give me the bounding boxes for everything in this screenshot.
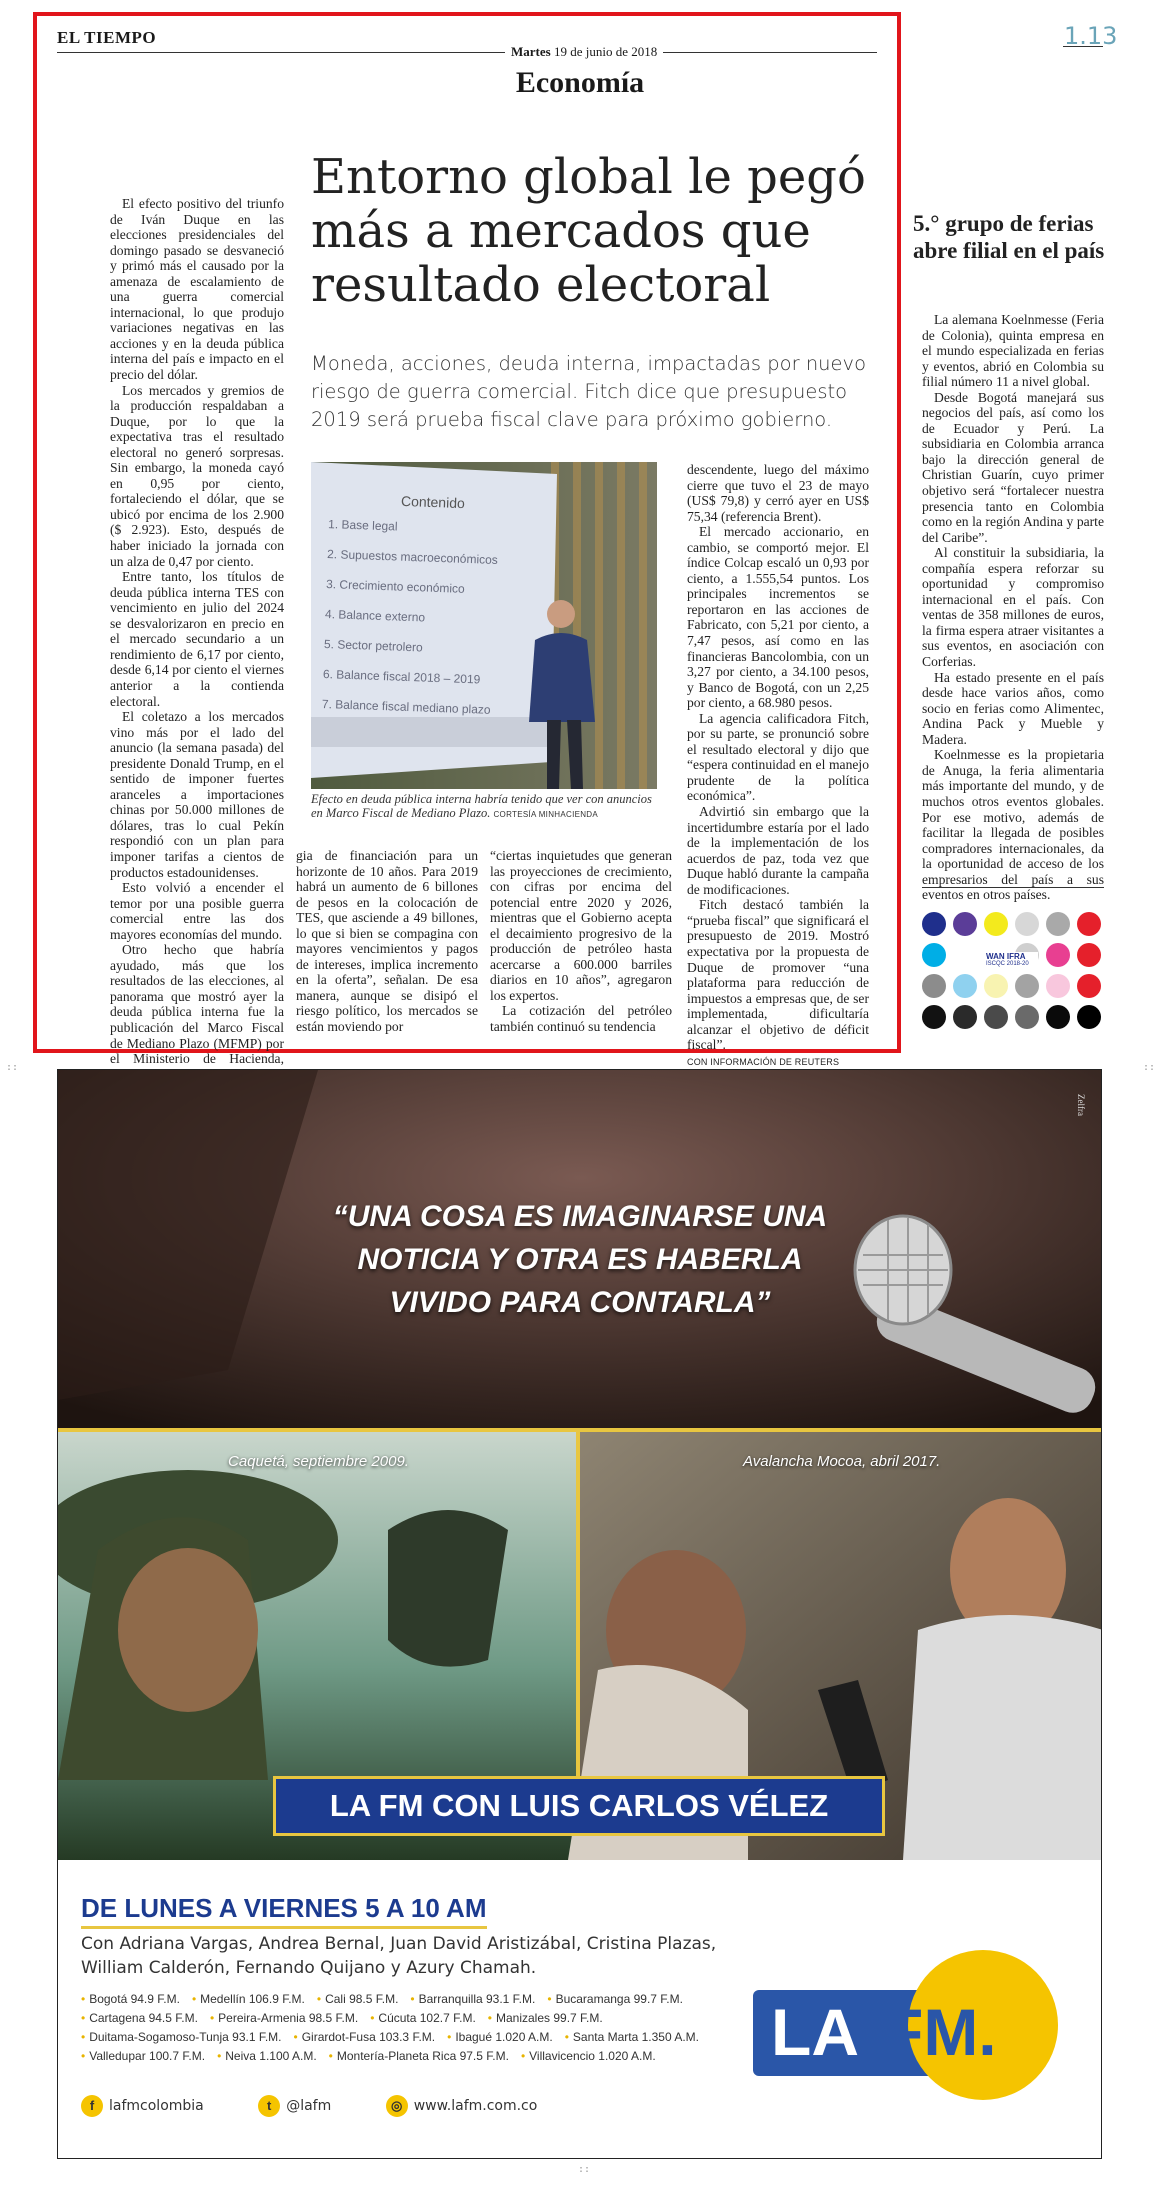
ad-quote: “UNA COSA ES IMAGINARSE UNA NOTICIA Y OTRA ES HABERLA VIVIDO PARA CONTARLA” <box>332 1200 828 1319</box>
sidebar-body <box>922 312 1104 903</box>
slide-item: 7. Balance fiscal mediano plazo <box>321 696 491 717</box>
article-headline: Entorno global le pegó más a mercados que resultado electoral <box>311 149 866 313</box>
article-column-1 <box>110 196 284 1129</box>
slide-item: 6. Balance fiscal 2018 – 2019 <box>322 666 481 687</box>
slide-item: 5. Sector petrolero <box>323 637 423 655</box>
article-deck: Moneda, acciones, deuda interna, impactadas por nuevo riesgo de guerra comercial. Fitch dice que presupuesto 2019 será prueba fiscal clave para próximo gobierno. <box>311 352 866 431</box>
color-swatch <box>953 912 977 936</box>
color-swatch <box>1046 912 1070 936</box>
twitter-icon: t <box>258 2095 280 2117</box>
website-link[interactable] <box>386 2095 538 2117</box>
frequency-row <box>81 1990 781 2009</box>
frequency-item: • Neiva 1.100 A.M. <box>217 2049 317 2063</box>
frequency-item: • Cartagena 94.5 F.M. <box>81 2011 198 2025</box>
dateline-day: Martes <box>511 44 551 59</box>
ad-frequencies <box>81 1990 781 2066</box>
frequency-row <box>81 2047 781 2066</box>
paragraph: Entre tanto, los títulos de deuda pública interna TES con vencimiento en julio del 2024 se desvalorizaron en precio en el mercado secundario a un rendimiento de 6,17 por ciento, desde 6,14 por ciento el viernes anterior a la contienda electoral. <box>110 569 284 709</box>
ad-schedule: DE LUNES A VIERNES 5 A 10 AM <box>81 1893 487 1929</box>
lafm-logo <box>753 1950 1078 2100</box>
frequency-item: • Bucaramanga 99.7 F.M. <box>547 1992 683 2006</box>
wan-ifra-logo <box>986 952 1038 967</box>
paragraph: Al constituir la subsidiaria, la compañía espera reforzar su oportunidad y compromiso internacional en el país. Con ventas de 358 millones de euros, la firma espera atraer visitantes a sus eventos, en asociación con Corferias. <box>922 545 1104 670</box>
paragraph: Los mercados y gremios de la producción respaldaban a Duque, por lo que la expectativa tras el resultado electoral no generó sorpresas. Sin embargo, la moneda cayó en 0,95 por ciento, fortaleciendo el dólar, que se ubicó por encima de los 2.900 ($ 2.923). Esto, después de haber iniciado la jornada con un alza de 0,47 por ciento. <box>110 382 284 569</box>
frequency-item: • Santa Marta 1.350 A.M. <box>565 2030 699 2044</box>
frequency-item: • Duitama-Sogamoso-Tunja 93.1 F.M. <box>81 2030 282 2044</box>
color-control-bar <box>922 912 1104 1028</box>
article-column-3 <box>490 848 672 1035</box>
color-swatch <box>984 1005 1008 1029</box>
paragraph: Fitch destacó también la “prueba fiscal” que significará el presupuesto de 2019. Mostró expectativa por la propuesta de Duque de promover “una plataforma para reducción de impuestos a empresas que, de ser implementada, dificultaría alcanzar el objetivo de déficit fiscal”. <box>687 897 869 1053</box>
paragraph: La alemana Koelnmesse (Feria de Colonia), quinta empresa en el mundo especializada en ferias y eventos, abrió en Colombia su filial número 11 a nivel global. <box>922 312 1104 390</box>
paragraph: Koelnmesse es la propietaria de Anuga, la feria alimentaria más importante del mundo, y de muchos otros eventos globales. Por ese motivo, además de facilitar la llegada de posibles compradores internacionales, da la oportunidad de acceso de los empresarios del país a sus eventos en otros países. <box>922 747 1104 903</box>
frequency-item: • Bogotá 94.9 F.M. <box>81 1992 180 2006</box>
color-swatch <box>1046 943 1070 967</box>
paragraph: El coletazo a los mercados vino más por el lado del anuncio (la semana pasada) del presidente Donald Trump, en el sentido de imponer fuertes aranceles a importaciones chinas por 50.000 millones de dólares, tras lo cual Pekín respondió con un plan para imponer tarifas a cientos de productos estadounidenses. <box>110 709 284 880</box>
paragraph: El mercado accionario, en cambio, se comportó mejor. El índice Colcap escaló un 0,93 por ciento, a 1.555,54 puntos. Los principales incrementos se reportaron en las acciones de Fabricato, con 5,21 por ciento, a 7,47 pesos, así como en las financieras Bancolombia, con un 3,27 por ciento, a 34.100 pesos, y Banco de Bogotá, con un 2,25 por ciento, a 68.980 pesos. <box>687 524 869 711</box>
color-swatch <box>1015 1005 1039 1029</box>
frequency-item: • Manizales 99.7 F.M. <box>488 2011 603 2025</box>
frequency-item: • Girardot-Fusa 103.3 F.M. <box>294 2030 436 2044</box>
color-swatch <box>1046 974 1070 998</box>
slide-item: 4. Balance externo <box>324 607 426 625</box>
page-number-rule <box>1063 46 1103 47</box>
color-swatch <box>1077 943 1101 967</box>
color-swatch <box>922 912 946 936</box>
frequency-item: • Pereira-Armenia 98.5 F.M. <box>210 2011 358 2025</box>
slide-items <box>321 509 499 725</box>
twitter-link[interactable] <box>258 2095 331 2117</box>
paragraph: El efecto positivo del triunfo de Iván Duque en las elecciones presidenciales del domingo pasado se desvaneció y primó más el causado por la amenaza de escalamiento de una guerra comercial internacional, lo que produjo variaciones negativas en las acciones y en la deuda pública interna del país e impacto en el precio del dólar. <box>110 196 284 383</box>
color-swatch <box>922 943 946 967</box>
article-column-4 <box>687 462 869 1070</box>
facebook-handle: lafmcolombia <box>109 2098 204 2114</box>
color-swatch <box>1046 1005 1070 1029</box>
color-swatch <box>1077 1005 1101 1029</box>
facebook-link[interactable] <box>81 2095 204 2117</box>
frequency-item: • Villavicencio 1.020 A.M. <box>521 2049 656 2063</box>
wan-ifra-text: WAN IFRA <box>986 952 1026 961</box>
color-swatch <box>953 1005 977 1029</box>
photo-caption <box>311 792 661 822</box>
paragraph: La cotización del petróleo también continuó su tendencia <box>490 1003 672 1035</box>
frequency-item: • Cúcuta 102.7 F.M. <box>370 2011 476 2025</box>
ad-photo-caption-left: Caquetá, septiembre 2009. <box>228 1453 409 1470</box>
frequency-item: • Cali 98.5 F.M. <box>317 1992 399 2006</box>
page-number: 1.13 <box>1064 22 1118 50</box>
article-photo <box>311 462 657 789</box>
cut-mark: :: <box>578 2164 591 2175</box>
article-credit: CON INFORMACIÓN DE REUTERS <box>687 1056 840 1067</box>
color-swatch <box>1077 974 1101 998</box>
paragraph: gia de financiación para un horizonte de 10 años. Para 2019 habrá un aumento de 6 billones de pesos en la colocación de TES, que asciende a 49 billones, lo que si bien se compagina con mayores vencimientos y pagos de intereses, implica incremento en la oferta”, señalan. De esa manera, aunque se disipó el riesgo político, los mercados se están moviendo por <box>296 848 478 1035</box>
sidebar-rule <box>922 887 1104 888</box>
lafm-logo-la: LA <box>771 1995 859 2069</box>
credit-line <box>687 1053 869 1071</box>
ad-banner: LA FM CON LUIS CARLOS VÉLEZ <box>273 1776 885 1836</box>
website-url: www.lafm.com.co <box>413 2098 538 2114</box>
dateline-date: 19 de junio de 2018 <box>553 44 658 59</box>
color-swatch <box>922 1005 946 1029</box>
cut-mark: :: <box>6 1062 19 1073</box>
article-column-2 <box>296 848 478 1035</box>
paragraph: Ha estado presente en el país desde hace varios años, como socio en ferias como Alimentec, Andina Pack y Mueble y Madera. <box>922 669 1104 747</box>
cut-mark: :: <box>1143 1062 1156 1073</box>
color-swatch <box>953 974 977 998</box>
wan-ifra-subtext: ISCQC 2018-20 <box>986 961 1029 967</box>
lafm-advertisement <box>57 1069 1102 2159</box>
slide-item: 3. Crecimiento económico <box>325 577 465 596</box>
frequency-item: • Medellín 106.9 F.M. <box>192 1992 305 2006</box>
paragraph: La agencia calificadora Fitch, por su parte, se pronunció sobre el resultado electoral y dijo que “espera continuidad en el manejo prudente de la política económica”. <box>687 710 869 804</box>
paragraph: Otro hecho que habría ayudado, más que los resultados de las elecciones, al panorama que mostró ayer la deuda pública interna fue la publicación del Marco Fiscal de Mediano Plazo (MFMP) por el Ministerio de Hacienda, <box>110 942 284 1067</box>
frequency-item: • Ibagué 1.020 A.M. <box>447 2030 553 2044</box>
sidebar-headline: 5.° grupo de ferias abre filial en el país <box>913 211 1105 263</box>
paragraph: Desde Bogotá manejará sus negocios del país, así como los de Ecuador y Perú. La subsidiaria en Colombia arranca bajo la dirección general de Christian Guarín, cuyo primer objetivo será “fortalecer nuestra presencia tanto en Colombia como en la región Andina y parte del Caribe”. <box>922 389 1104 545</box>
frequency-item: • Barranquilla 93.1 F.M. <box>410 1992 535 2006</box>
masthead: EL TIEMPO <box>57 28 157 47</box>
lafm-logo-fm: FM. <box>883 1995 997 2069</box>
frequency-item: • Montería-Planeta Rica 97.5 F.M. <box>329 2049 509 2063</box>
paragraph: Esto volvió a encender el temor por una posible guerra comercial entre las dos mayores economías del mundo. <box>110 880 284 942</box>
frequency-row <box>81 2028 781 2047</box>
section-title: Economía <box>515 66 645 99</box>
frequency-row <box>81 2009 781 2028</box>
frequency-item: • Valledupar 100.7 F.M. <box>81 2049 205 2063</box>
ad-social-links <box>81 2095 587 2117</box>
ad-photo-caption-right: Avalancha Mocoa, abril 2017. <box>743 1453 941 1470</box>
caption-text: Efecto en deuda pública interna habría tenido que ver con anuncios en Marco Fiscal de Mediano Plazo. <box>311 792 652 820</box>
twitter-handle: @lafm <box>286 2098 332 2114</box>
slide-item: 2. Supuestos macroeconómicos <box>326 547 499 568</box>
color-swatch <box>1015 974 1039 998</box>
color-swatch <box>1077 912 1101 936</box>
photographer-signature: Zelfra <box>1075 1094 1086 1116</box>
color-swatch <box>922 974 946 998</box>
color-swatch <box>984 974 1008 998</box>
speaker-figure <box>529 633 595 722</box>
paragraph: descendente, luego del máximo cierre que tuvo el 23 de mayo (US$ 79,8) y cerró ayer en US$ 75,34 (referencia Brent). <box>687 462 869 524</box>
color-swatch <box>1015 912 1039 936</box>
slide-title: Contenido <box>400 492 466 512</box>
paragraph: “ciertas inquietudes que generan las proyecciones de crecimiento, con cifras por encima del potencial entre 2020 y 2026, mientras que el Gobierno acepta el decaimiento progresivo de la producción de petróleo hasta acercarse a 600.000 barriles diarios en 10 años”, agregaron los expertos. <box>490 848 672 1003</box>
paragraph: Advirtió sin embargo que la incertidumbre estaría por el lado de la implementación de los acuerdos de paz, toda vez que Duque habló durante la campaña de modificaciones. <box>687 804 869 897</box>
ad-hosts: Con Adriana Vargas, Andrea Bernal, Juan David Aristizábal, Cristina Plazas, William Calderón, Fernando Quijano y Azury Chamah. <box>81 1934 717 1978</box>
photo-credit: CORTESÍA MINHACIENDA <box>493 810 599 819</box>
ad-photo-collage <box>58 1070 1102 1860</box>
slide-item: 1. Base legal <box>327 517 398 534</box>
globe-icon: ◎ <box>386 2095 408 2117</box>
color-swatch <box>984 912 1008 936</box>
facebook-icon: f <box>81 2095 103 2117</box>
